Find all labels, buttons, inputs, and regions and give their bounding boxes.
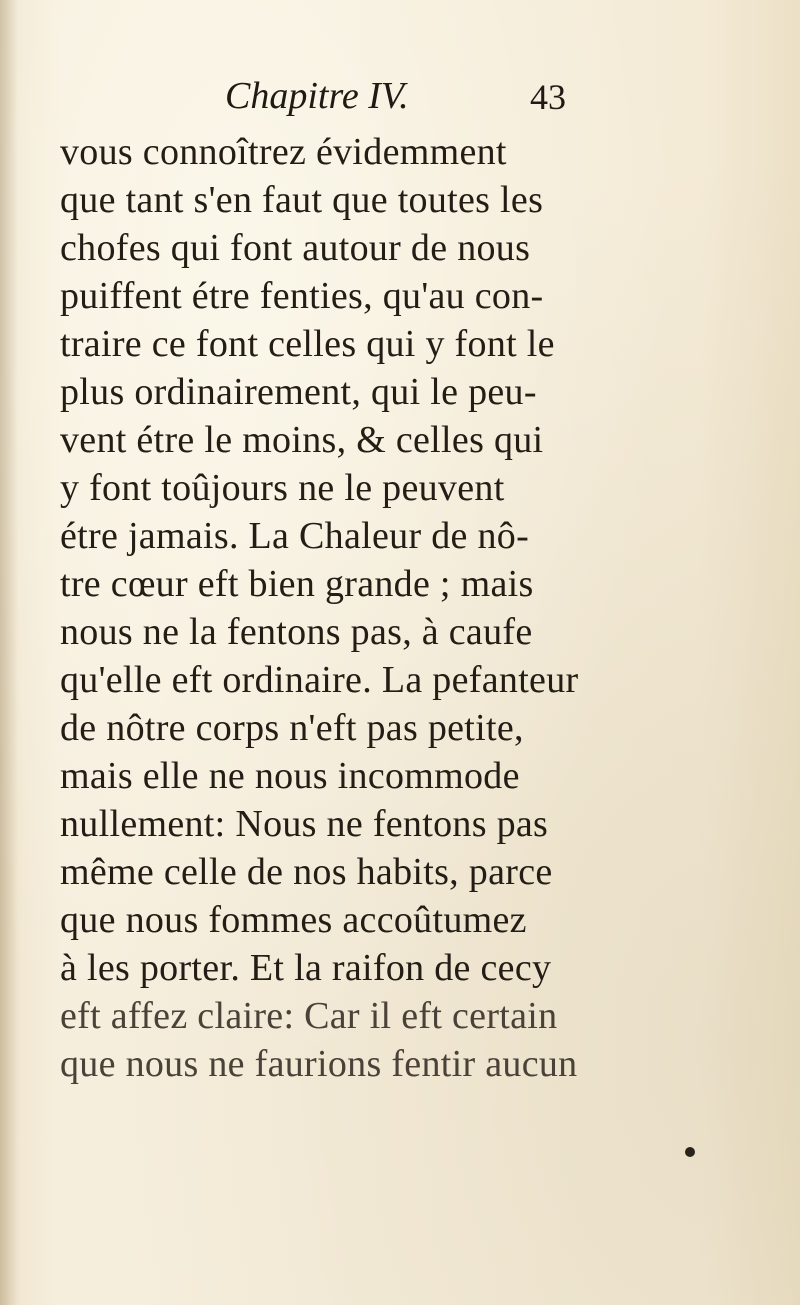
text-line: mais elle ne nous incommode (60, 755, 520, 797)
running-head (0, 70, 800, 120)
text-line: plus ordinairement, qui le peu- (60, 371, 537, 413)
text-line: nous ne la fentons pas, à caufe (60, 611, 533, 653)
text-line: nullement: Nous ne fentons pas (60, 803, 549, 845)
text-line: puiffent étre fenties, qu'au con- (60, 275, 544, 317)
text-line: eft affez claire: Car il eft certain (60, 995, 558, 1037)
text-line: chofes qui font autour de nous (60, 227, 531, 269)
text-line: à les porter. Et la raifon de cecy (60, 947, 552, 989)
text-line: étre jamais. La Chaleur de nô- (60, 515, 530, 557)
text-line: que nous fommes accoûtumez (60, 899, 527, 941)
page-number: 43 (530, 77, 566, 117)
text-line: tre cœur eft bien grande ; mais (60, 563, 534, 605)
text-line: vous connoîtrez évidemment (60, 131, 507, 173)
text-line: traire ce font celles qui y font le (60, 323, 555, 365)
text-line: de nôtre corps n'eft pas petite, (60, 707, 524, 749)
text-line: que tant s'en faut que toutes les (60, 179, 544, 221)
text-line: que nous ne faurions fentir aucun (60, 1043, 578, 1085)
text-line: vent étre le moins, & celles qui (60, 419, 544, 461)
text-line: y font toûjours ne le peuvent (60, 467, 505, 509)
text-line: même celle de nos habits, parce (60, 851, 553, 893)
chapter-title: Chapitre IV. (225, 75, 409, 117)
page-gutter-shadow (0, 0, 18, 1305)
text-line: qu'elle eft ordinaire. La pefanteur (60, 659, 579, 701)
ink-spot (685, 1147, 695, 1157)
body-text (60, 128, 760, 1088)
